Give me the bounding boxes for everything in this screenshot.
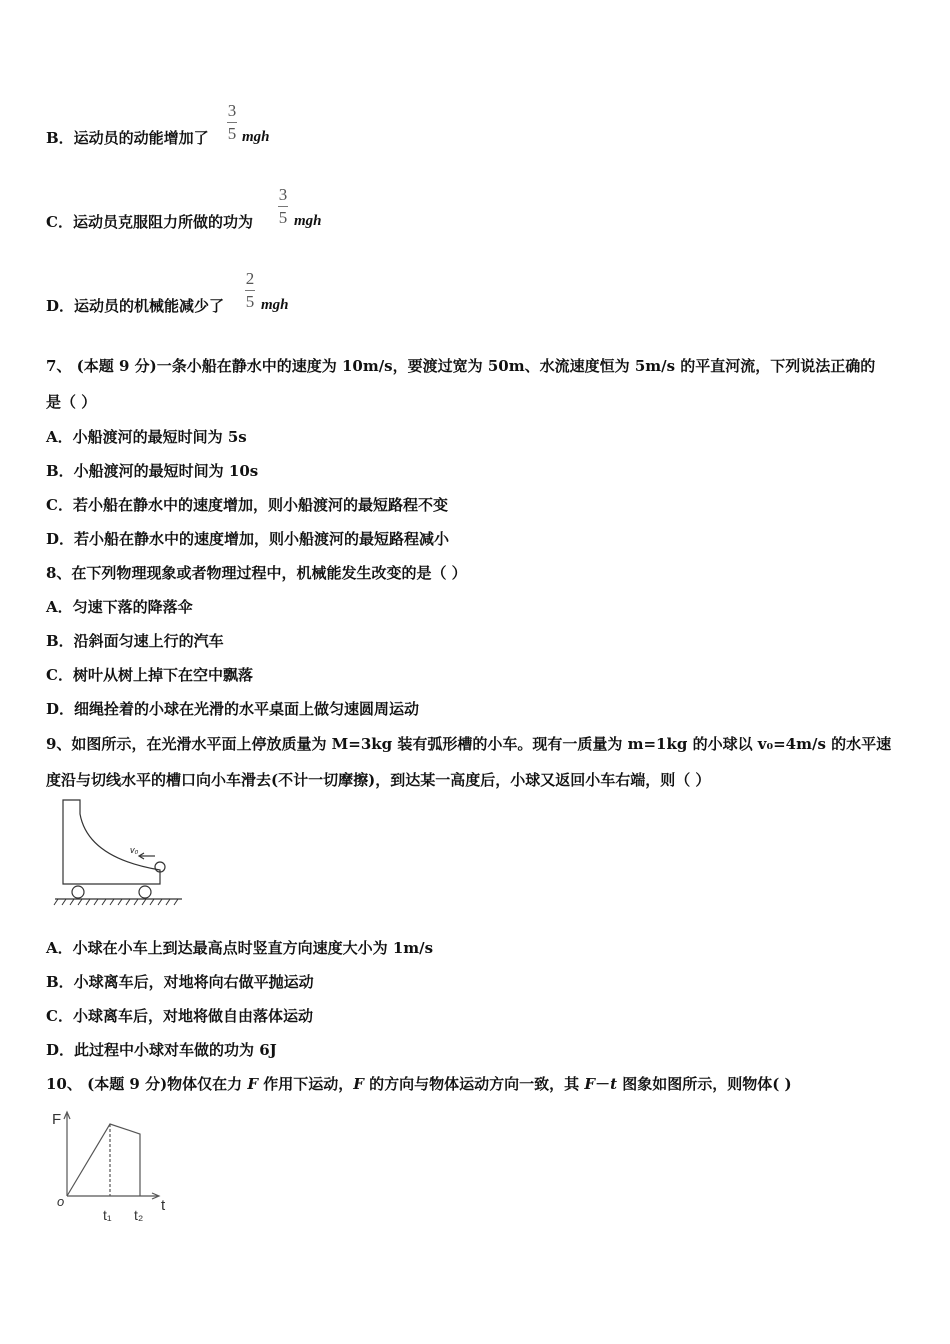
q6-option-c bbox=[46, 211, 253, 232]
wheel-left bbox=[72, 886, 84, 898]
numerator: 2 bbox=[245, 269, 255, 288]
tick-t2: t₂ bbox=[134, 1207, 144, 1223]
q10-stem: 10、 (本题 9 分)物体仅在力 F 作用下运动，F 的方向与物体运动方向一致，其 F－t 图象如图所示，则物体( ) bbox=[46, 1075, 792, 1093]
denominator: 5 bbox=[227, 124, 237, 143]
x-axis-label: t bbox=[161, 1197, 166, 1214]
unit-label: mgh bbox=[242, 129, 270, 145]
origin-label: o bbox=[57, 1194, 65, 1209]
tick-t1: t₁ bbox=[103, 1207, 112, 1223]
q9-stem-line2: 度沿与切线水平的槽口向小车滑去(不计一切摩擦)，到达某一高度后，小球又返回小车右端，则（ ） bbox=[46, 771, 711, 789]
fraction bbox=[278, 185, 288, 228]
q6-option-d bbox=[46, 295, 224, 316]
option-text: B．运动员的动能增加了 bbox=[46, 129, 209, 147]
q9-stem-line1: 9、如图所示，在光滑水平面上停放质量为 M=3kg 装有弧形槽的小车。现有一质量为 m=1kg 的小球以 v₀=4m/s 的水平速 bbox=[46, 735, 892, 753]
q9-option-a: A．小球在小车上到达最高点时竖直方向速度大小为 1m/s bbox=[46, 939, 434, 957]
q8-option-b: B．沿斜面匀速上行的汽车 bbox=[46, 632, 224, 650]
fraction bbox=[245, 269, 255, 312]
q7-stem-line2: 是（ ） bbox=[46, 393, 97, 411]
q8-option-a: A．匀速下落的降落伞 bbox=[46, 598, 193, 616]
force-curve bbox=[67, 1124, 140, 1196]
wheel-right bbox=[139, 886, 151, 898]
q7-option-a: A．小船渡河的最短时间为 5s bbox=[46, 428, 247, 446]
q7-stem-line1: 7、 (本题 9 分)一条小船在静水中的速度为 10m/s，要渡过宽为 50m、水流速度恒为 5m/s 的平直河流，下列说法正确的 bbox=[46, 357, 876, 375]
cart-body bbox=[63, 800, 160, 884]
q9-option-d: D．此过程中小球对车做的功为 6J bbox=[46, 1041, 277, 1059]
q8-stem: 8、在下列物理现象或者物理过程中，机械能发生改变的是（ ） bbox=[46, 564, 467, 582]
q7-option-b: B．小船渡河的最短时间为 10s bbox=[46, 462, 259, 480]
q7-option-c: C．若小船在静水中的速度增加，则小船渡河的最短路程不变 bbox=[46, 496, 448, 514]
q9-option-c: C．小球离车后，对地将做自由落体运动 bbox=[46, 1007, 313, 1025]
y-axis-label: F bbox=[52, 1111, 62, 1128]
numerator: 3 bbox=[227, 101, 237, 120]
v0-label: v₀ bbox=[130, 845, 139, 855]
q9-option-b: B．小球离车后，对地将向右做平抛运动 bbox=[46, 973, 314, 991]
q8-option-d: D．细绳拴着的小球在光滑的水平桌面上做匀速圆周运动 bbox=[46, 700, 420, 718]
fraction bbox=[227, 101, 237, 144]
unit-label: mgh bbox=[261, 297, 289, 313]
q6-option-b bbox=[46, 127, 209, 148]
q8-option-c: C．树叶从树上掉下在空中飘落 bbox=[46, 666, 253, 684]
denominator: 5 bbox=[278, 208, 288, 227]
unit-label: mgh bbox=[294, 213, 322, 229]
force-time-graph bbox=[48, 1104, 183, 1229]
q7-option-d: D．若小船在静水中的速度增加，则小船渡河的最短路程减小 bbox=[46, 530, 450, 548]
option-text: D．运动员的机械能减少了 bbox=[46, 297, 225, 315]
denominator: 5 bbox=[245, 292, 255, 311]
numerator: 3 bbox=[278, 185, 288, 204]
cart-figure bbox=[50, 796, 185, 911]
option-text: C．运动员克服阻力所做的功为 bbox=[46, 213, 253, 231]
